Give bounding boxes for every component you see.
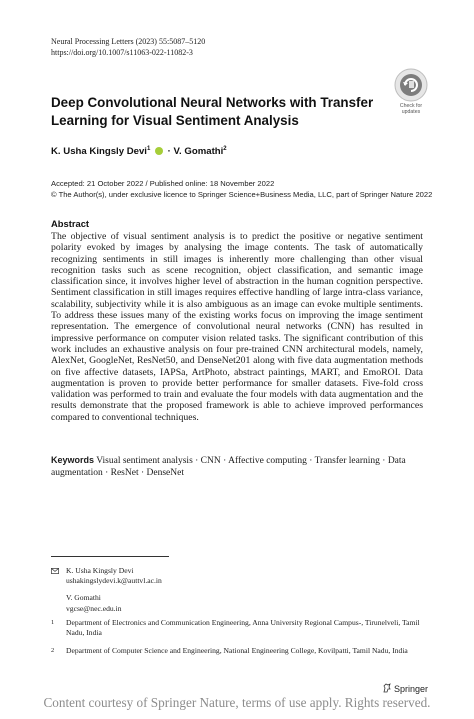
courtesy-notice: Content courtesy of Springer Nature, terms of use apply. Rights reserved.	[43, 695, 431, 710]
doi-link[interactable]: https://doi.org/10.1007/s11063-022-11082-3	[51, 48, 193, 57]
copyright-line: © The Author(s), under exclusive licence to Springer Science+Business Media, LLC, part of Springer Nature 2022	[51, 189, 433, 199]
contact-email-1[interactable]: ushakingslydevi.k@auttvl.ac.in	[66, 576, 162, 586]
contact-block	[51, 566, 162, 614]
check-for-updates-label: Check for updates	[399, 103, 423, 115]
affiliation-2	[51, 646, 423, 656]
author-list	[51, 146, 227, 157]
affiliation-text: Department of Electronics and Communication Engineering, Anna University Regional Campus-, Tirunelveli, Tamil Nadu, India	[66, 618, 420, 638]
check-for-updates-icon[interactable]	[394, 68, 428, 102]
dates-line: Accepted: 21 October 2022 / Published online: 18 November 2022	[51, 179, 275, 188]
paper-title: Deep Convolutional Neural Networks with Transfer Learning for Visual Sentiment Analysis	[51, 95, 374, 128]
publisher-logo	[382, 683, 428, 694]
author-separator: ·	[167, 146, 171, 158]
affiliation-number: 2	[51, 647, 55, 654]
keywords-text: Visual sentiment analysis · CNN · Affective computing · Transfer learning · Data augmentation · ResNet · DenseNet	[51, 456, 406, 478]
orcid-icon[interactable]	[155, 147, 163, 155]
affiliation-1	[51, 618, 423, 638]
journal-header	[51, 36, 205, 58]
affiliation-text: Department of Computer Science and Engineering, National Engineering College, Kovilpatti, Tamil Nadu, India	[66, 646, 408, 655]
contact-email-2[interactable]: vgcse@nec.edu.in	[66, 603, 122, 613]
journal-citation: Neural Processing Letters (2023) 55:5087–5120	[51, 37, 206, 46]
abstract-heading: Abstract	[51, 218, 90, 229]
publisher-name: Springer	[394, 684, 429, 694]
contact-name-1: K. Usha Kingsly Devi	[66, 566, 134, 575]
author-2-affiliation: 2	[223, 146, 227, 152]
footnote-divider	[51, 556, 169, 557]
publication-dates	[51, 179, 471, 200]
contact-name-2: V. Gomathi	[66, 593, 101, 603]
author-1-affiliation: 1	[146, 146, 151, 152]
affiliation-number: 1	[51, 619, 55, 626]
abstract-text: The objective of visual sentiment analysis is to predict the positive or negative sentiment polarity evoked by images by analysing the image contents. The task of automatically recognizing sentiments in still images is inherently more challenging than other visual recognition tasks such as scene recognition, object classification, and semantic image classification since, it involves higher level of abstraction in the human cognition perspective. Sentiment classification in still images requires effective handling of large intra-class variance, scalability, subjectivity while it is also ambiguous as an image can evoke multiple sentiments. To address these issues many of the existing works focus on improving the image sentiment representation. The emergence of convolutional neural networks (CNN) has resulted in impressive performance on computer vision related tasks. The significant contribution of this work includes an exhaustive analysis on four pre-trained CNN architectural models, namely, AlexNet, GoogleNet, ResNet50, and DenseNet201 along with five data augmentation methods on five affective datasets, IAPSa, ArtPhoto, abstract paintings, MART, and EmoROI. Data augmentation is proven to provide better performance for smaller datasets. Five-fold cross validation was performed to train and evaluate the four models with data augmentation and the results demonstrate that the proposed framework is able to achieve improved performances compared to conventional techniques.	[51, 231, 423, 423]
author-2[interactable]: V. Gomathi	[173, 146, 224, 158]
author-1[interactable]: K. Usha Kingsly Devi	[51, 146, 147, 158]
keywords-section	[51, 454, 423, 479]
envelope-icon	[51, 568, 59, 574]
keywords-label: Keywords	[51, 455, 95, 465]
springer-horse-icon	[382, 683, 392, 693]
